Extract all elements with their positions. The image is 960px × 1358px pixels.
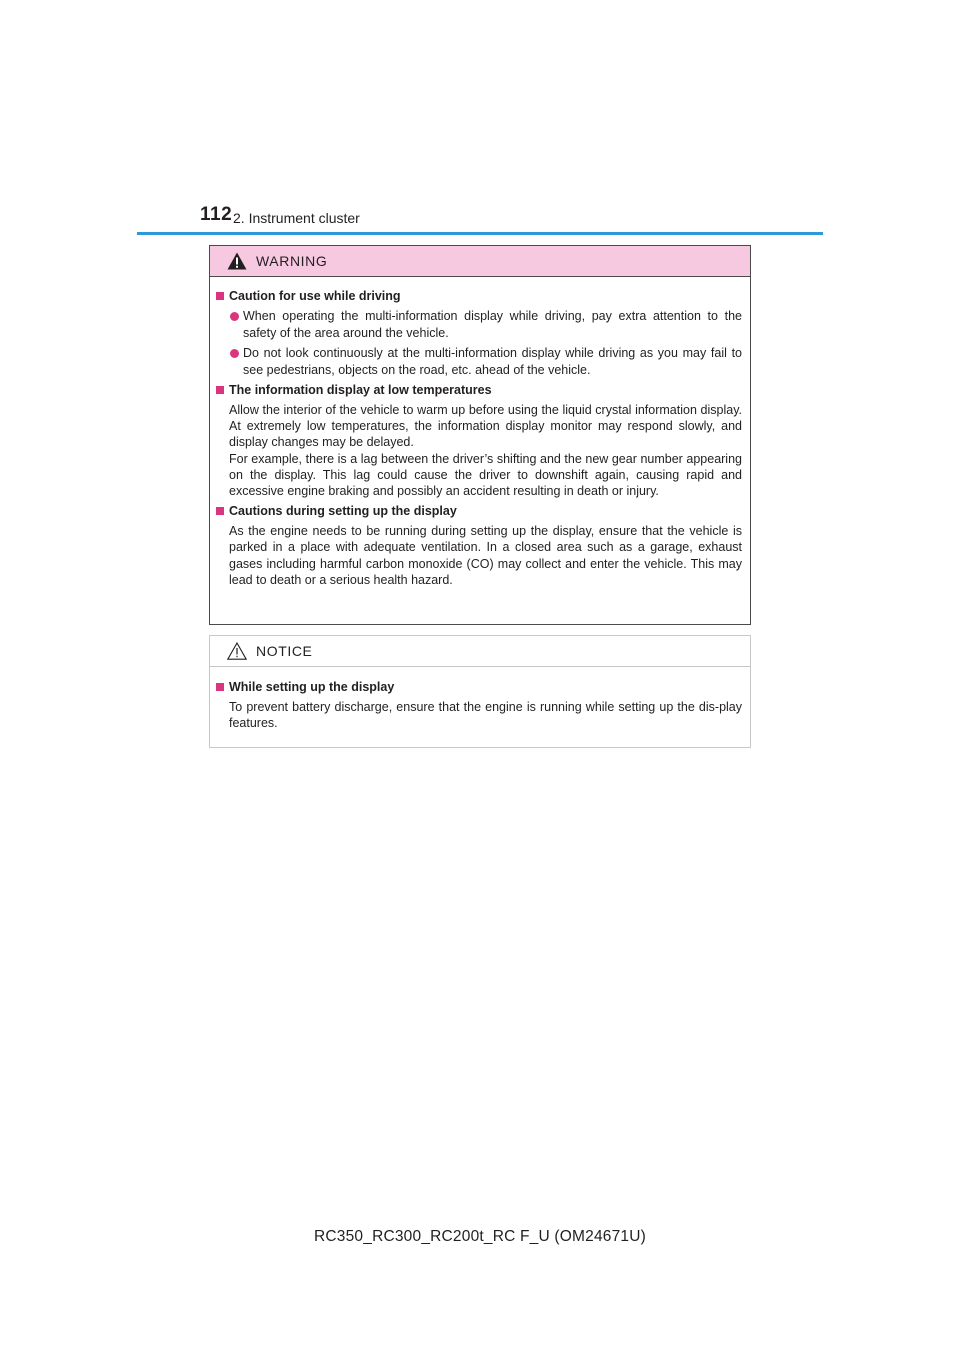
- warning-header: [210, 246, 750, 277]
- warning-section-title: Cautions during setting up the display: [216, 503, 742, 520]
- square-bullet-icon: [216, 683, 224, 691]
- warning-triangle-icon: [227, 252, 247, 270]
- notice-label: NOTICE: [256, 643, 313, 659]
- round-bullet-icon: [230, 349, 239, 358]
- paragraph: Allow the interior of the vehicle to warm up before using the liquid crystal information display. At extremely low temperatures, the information display monitor may respond slowly, and display changes may be delayed.: [229, 403, 742, 450]
- list-item: Do not look continuously at the multi-information display while driving as you may fail to see pedestrians, objects on the road, etc. ahead of the vehicle.: [216, 345, 742, 378]
- warning-section-title: The information display at low temperatures: [216, 382, 742, 399]
- warning-section-title: Caution for use while driving: [216, 288, 742, 305]
- round-bullet-icon: [230, 312, 239, 321]
- notice-header: [210, 636, 750, 667]
- warning-label: WARNING: [256, 253, 328, 269]
- section-title: 2. Instrument cluster: [233, 210, 360, 226]
- list-item: When operating the multi-information display while driving, pay extra attention to the safety of the area around the vehicle.: [216, 308, 742, 341]
- notice-box: [209, 635, 751, 748]
- paragraph: To prevent battery discharge, ensure that the engine is running while setting up the dis-play features.: [229, 700, 742, 731]
- footer-model-code: RC350_RC300_RC200t_RC F_U (OM24671U): [314, 1228, 646, 1245]
- square-bullet-icon: [216, 507, 224, 515]
- paragraph: For example, there is a lag between the driver’s shifting and the new gear number appearing on the display. This lag could cause the driver to downshift again, causing rapid and excessive engine braking and possibly an accident resulting in death or injury.: [229, 451, 742, 499]
- notice-body: [210, 679, 750, 735]
- square-bullet-icon: [216, 292, 224, 300]
- page-header: [0, 0, 960, 240]
- page-number: 112: [200, 204, 233, 225]
- header-rule: [137, 232, 823, 235]
- warning-body: [210, 288, 750, 592]
- notice-section-title: While setting up the display: [216, 679, 742, 696]
- square-bullet-icon: [216, 386, 224, 394]
- notice-triangle-icon: [227, 642, 247, 660]
- paragraph: As the engine needs to be running during setting up the display, ensure that the vehicle is parked in a place with adequate ventilation. In a closed area such as a garage, exhaust gases including harmful carbon monoxide (CO) may collect and enter the vehicle. This may lead to death or a serious health hazard.: [229, 524, 742, 587]
- warning-box: [209, 245, 751, 625]
